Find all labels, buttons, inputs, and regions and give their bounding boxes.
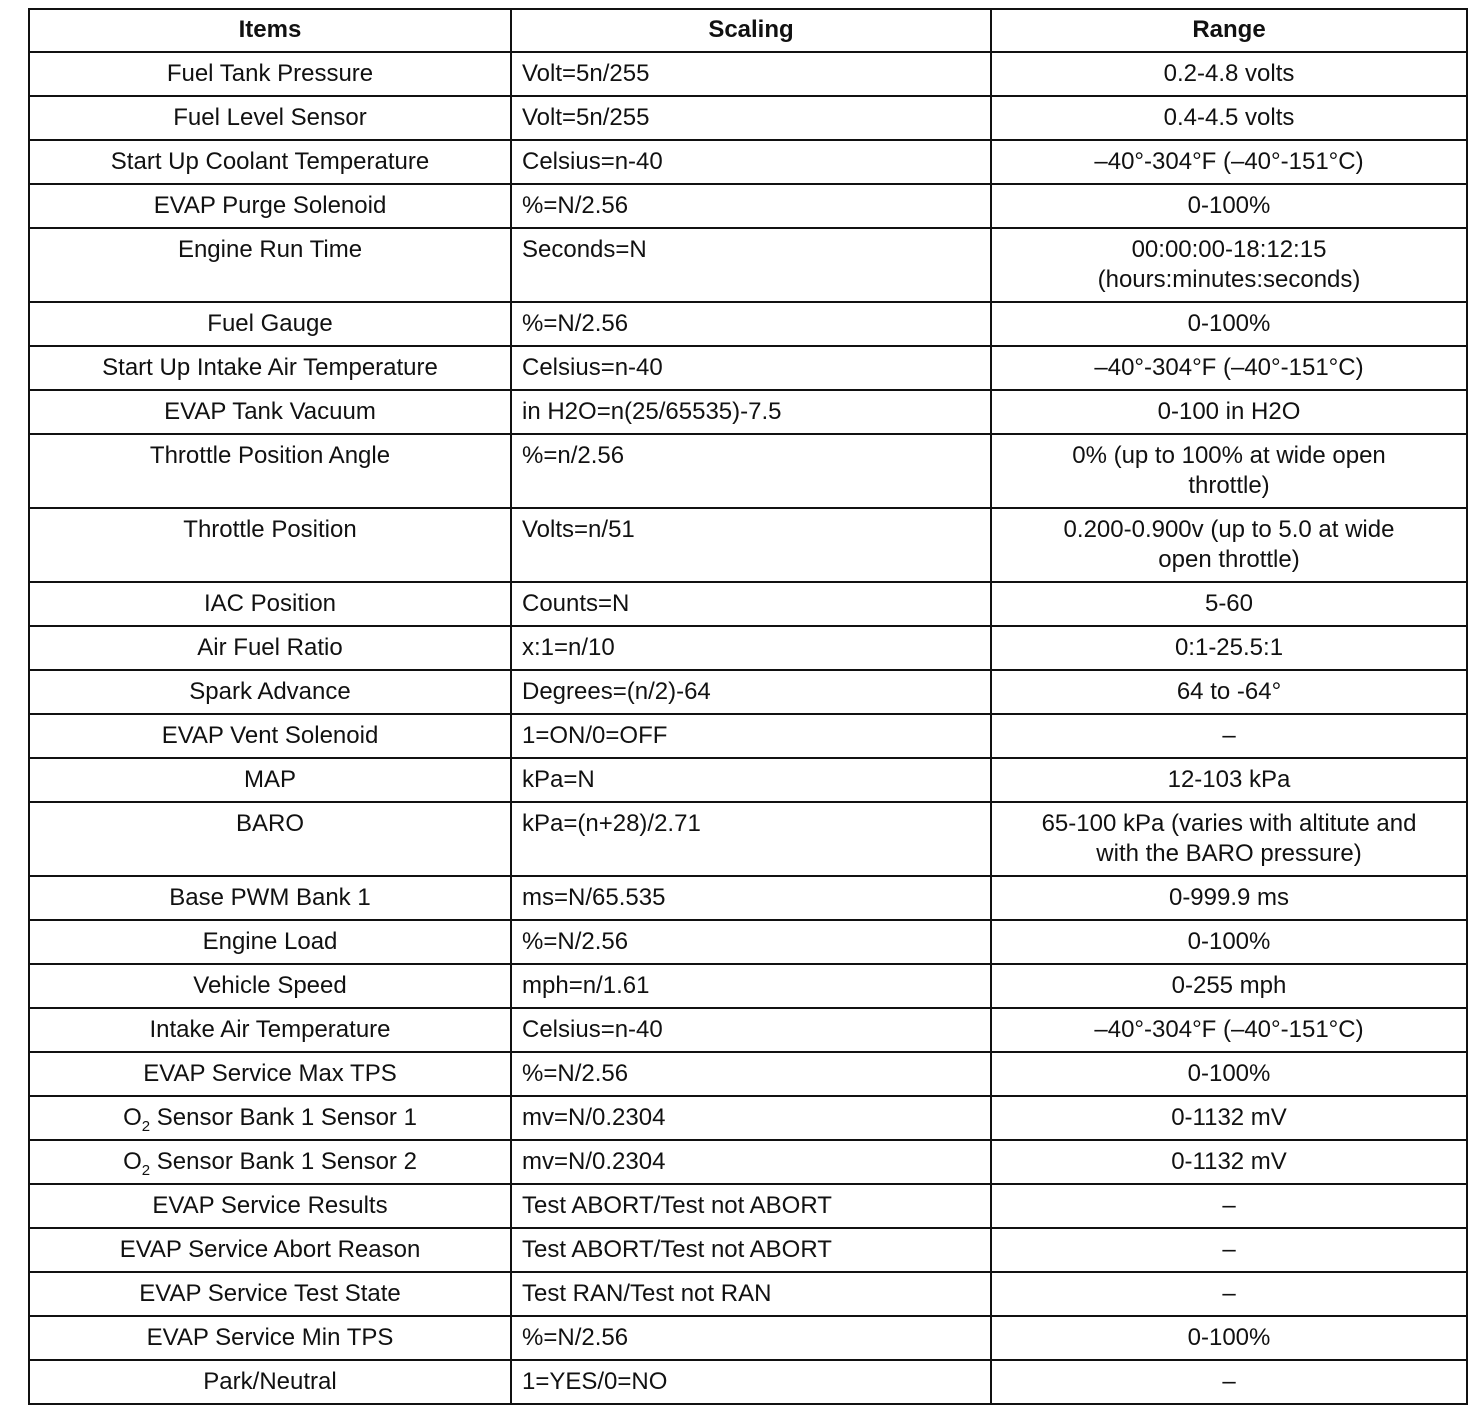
range-line: –: [1222, 1368, 1236, 1395]
item-label: Fuel Gauge: [207, 310, 333, 337]
item-cell: [29, 434, 511, 508]
item-cell: [29, 390, 511, 434]
table-row: [29, 1184, 1467, 1228]
item-label-rest: Sensor Bank 1 Sensor 2: [150, 1148, 417, 1175]
range-line: 0% (up to 100% at wide open: [1072, 442, 1386, 469]
range-cell: [991, 626, 1467, 670]
range-line: (hours:minutes:seconds): [1097, 266, 1361, 293]
item-label: Engine Run Time: [177, 236, 363, 263]
range-line: 0.4-4.5 volts: [1163, 104, 1295, 131]
range-cell: [991, 670, 1467, 714]
range-line: –: [1222, 722, 1236, 749]
range-line: 0-1132 mV: [1171, 1148, 1287, 1175]
item-cell: [29, 758, 511, 802]
item-label: Start Up Coolant Temperature: [110, 148, 430, 175]
item-label: O: [123, 1104, 142, 1131]
item-label: IAC Position: [203, 590, 337, 617]
range-cell: [991, 508, 1467, 582]
item-label: EVAP Tank Vacuum: [164, 398, 376, 425]
scaling-cell: Seconds=N: [511, 228, 991, 302]
scaling-cell: Test ABORT/Test not ABORT: [511, 1228, 991, 1272]
table-row: [29, 670, 1467, 714]
scaling-cell: Volts=n/51: [511, 508, 991, 582]
range-cell: [991, 1272, 1467, 1316]
table-row: [29, 758, 1467, 802]
scaling-cell: Degrees=(n/2)-64: [511, 670, 991, 714]
item-label: EVAP Service Abort Reason: [119, 1236, 421, 1263]
item-label: Engine Load: [202, 928, 338, 955]
table-row: [29, 1008, 1467, 1052]
table-row: [29, 1052, 1467, 1096]
range-cell: [991, 390, 1467, 434]
scaling-cell: %=n/2.56: [511, 434, 991, 508]
item-label: Air Fuel Ratio: [197, 634, 343, 661]
range-line: 0:1-25.5:1: [1174, 634, 1284, 661]
range-cell: [991, 802, 1467, 876]
scaling-cell: Celsius=n-40: [511, 140, 991, 184]
scaling-cell: Celsius=n-40: [511, 1008, 991, 1052]
table-row: [29, 228, 1467, 302]
range-cell: [991, 184, 1467, 228]
table-row: [29, 302, 1467, 346]
range-cell: [991, 714, 1467, 758]
range-line: 5-60: [1204, 590, 1254, 617]
table-row: [29, 52, 1467, 96]
table-body: [29, 52, 1467, 1404]
item-cell: [29, 52, 511, 96]
scaling-cell: kPa=(n+28)/2.71: [511, 802, 991, 876]
item-cell: [29, 1096, 511, 1140]
range-cell: [991, 1360, 1467, 1404]
range-line: 0.2-4.8 volts: [1163, 60, 1295, 87]
range-cell: [991, 52, 1467, 96]
range-line: open throttle): [1158, 546, 1300, 573]
item-label: BARO: [235, 810, 304, 837]
range-cell: [991, 920, 1467, 964]
item-label: Intake Air Temperature: [149, 1016, 391, 1043]
range-cell: [991, 582, 1467, 626]
range-cell: [991, 302, 1467, 346]
table-row: [29, 508, 1467, 582]
table-row: [29, 1096, 1467, 1140]
range-line: 0-100%: [1187, 1324, 1271, 1351]
table-row: [29, 1228, 1467, 1272]
item-cell: [29, 876, 511, 920]
item-label: Throttle Position: [183, 516, 357, 543]
range-line: –: [1222, 1192, 1236, 1219]
table-row: [29, 964, 1467, 1008]
range-cell: [991, 758, 1467, 802]
table-row: [29, 1360, 1467, 1404]
item-cell: [29, 1316, 511, 1360]
item-label: Base PWM Bank 1: [169, 884, 371, 911]
table-row: [29, 714, 1467, 758]
scaling-range-table: [28, 8, 1468, 1405]
table-row: [29, 434, 1467, 508]
item-cell: [29, 714, 511, 758]
table-row: [29, 582, 1467, 626]
table-row: [29, 346, 1467, 390]
item-cell: [29, 184, 511, 228]
range-line: –40°-304°F (–40°-151°C): [1094, 148, 1364, 175]
table-row: [29, 920, 1467, 964]
range-line: 0-100%: [1187, 310, 1271, 337]
range-cell: [991, 1316, 1467, 1360]
range-cell: [991, 1096, 1467, 1140]
scaling-cell: Celsius=n-40: [511, 346, 991, 390]
item-label: EVAP Service Results: [152, 1192, 388, 1219]
range-cell: [991, 346, 1467, 390]
range-line: 0-999.9 ms: [1168, 884, 1290, 911]
range-cell: [991, 1052, 1467, 1096]
item-cell: [29, 508, 511, 582]
item-subscript: 2: [141, 1161, 151, 1179]
item-cell: [29, 1052, 511, 1096]
scaling-cell: in H2O=n(25/65535)-7.5: [511, 390, 991, 434]
item-label: EVAP Vent Solenoid: [161, 722, 379, 749]
scaling-cell: %=N/2.56: [511, 184, 991, 228]
item-cell: [29, 1184, 511, 1228]
scaling-cell: 1=ON/0=OFF: [511, 714, 991, 758]
range-line: 0-100%: [1187, 192, 1271, 219]
item-cell: [29, 670, 511, 714]
table-row: [29, 802, 1467, 876]
range-cell: [991, 1008, 1467, 1052]
header-range: Range: [991, 9, 1467, 52]
range-line: –40°-304°F (–40°-151°C): [1094, 354, 1364, 381]
table-row: [29, 96, 1467, 140]
range-cell: [991, 876, 1467, 920]
item-subscript: 2: [141, 1117, 151, 1135]
item-label: MAP: [243, 766, 296, 793]
range-line: 12-103 kPa: [1167, 766, 1291, 793]
item-cell: [29, 228, 511, 302]
item-label: EVAP Service Min TPS: [146, 1324, 394, 1351]
item-label: Throttle Position Angle: [149, 442, 391, 469]
scaling-cell: %=N/2.56: [511, 1052, 991, 1096]
range-cell: [991, 1184, 1467, 1228]
range-cell: [991, 964, 1467, 1008]
item-cell: [29, 346, 511, 390]
scaling-cell: Counts=N: [511, 582, 991, 626]
item-cell: [29, 1228, 511, 1272]
scaling-cell: mv=N/0.2304: [511, 1096, 991, 1140]
table-row: [29, 390, 1467, 434]
item-cell: [29, 802, 511, 876]
range-line: 0-100 in H2O: [1157, 398, 1301, 425]
item-label: Fuel Level Sensor: [173, 104, 367, 131]
range-line: 65-100 kPa (varies with altitute and: [1041, 810, 1417, 837]
item-label: Fuel Tank Pressure: [166, 60, 374, 87]
scaling-cell: %=N/2.56: [511, 920, 991, 964]
range-line: –: [1222, 1280, 1236, 1307]
item-cell: [29, 1360, 511, 1404]
range-cell: [991, 1228, 1467, 1272]
table-row: [29, 184, 1467, 228]
scaling-cell: 1=YES/0=NO: [511, 1360, 991, 1404]
item-cell: [29, 302, 511, 346]
item-label: Park/Neutral: [203, 1368, 337, 1395]
range-line: 64 to -64°: [1176, 678, 1282, 705]
item-label: Start Up Intake Air Temperature: [102, 354, 438, 381]
scaling-cell: mv=N/0.2304: [511, 1140, 991, 1184]
item-cell: [29, 582, 511, 626]
header-items: Items: [29, 9, 511, 52]
scaling-cell: Volt=5n/255: [511, 52, 991, 96]
item-label: O: [123, 1148, 142, 1175]
scaling-cell: %=N/2.56: [511, 1316, 991, 1360]
scaling-cell: kPa=N: [511, 758, 991, 802]
header-scaling: Scaling: [511, 9, 991, 52]
header-row: [29, 9, 1467, 52]
range-cell: [991, 140, 1467, 184]
table-row: [29, 140, 1467, 184]
range-line: 00:00:00-18:12:15: [1131, 236, 1327, 263]
scaling-cell: Test RAN/Test not RAN: [511, 1272, 991, 1316]
item-cell: [29, 964, 511, 1008]
range-cell: [991, 96, 1467, 140]
range-line: 0-255 mph: [1171, 972, 1287, 999]
item-label: EVAP Service Test State: [139, 1280, 401, 1307]
range-line: with the BARO pressure): [1096, 840, 1362, 867]
scaling-cell: ms=N/65.535: [511, 876, 991, 920]
item-label: Vehicle Speed: [193, 972, 347, 999]
table-row: [29, 626, 1467, 670]
item-cell: [29, 1272, 511, 1316]
table-row: [29, 1316, 1467, 1360]
range-line: 0-1132 mV: [1171, 1104, 1287, 1131]
item-label: Spark Advance: [189, 678, 351, 705]
range-line: 0.200-0.900v (up to 5.0 at wide: [1063, 516, 1395, 543]
range-cell: [991, 228, 1467, 302]
range-line: throttle): [1188, 472, 1270, 499]
table-row: [29, 1140, 1467, 1184]
range-line: –: [1222, 1236, 1236, 1263]
table-row: [29, 876, 1467, 920]
item-cell: [29, 140, 511, 184]
item-label: EVAP Purge Solenoid: [153, 192, 387, 219]
scaling-cell: %=N/2.56: [511, 302, 991, 346]
item-cell: [29, 920, 511, 964]
range-cell: [991, 434, 1467, 508]
item-label-rest: Sensor Bank 1 Sensor 1: [150, 1104, 417, 1131]
item-cell: [29, 96, 511, 140]
table-row: [29, 1272, 1467, 1316]
item-cell: [29, 626, 511, 670]
range-line: –40°-304°F (–40°-151°C): [1094, 1016, 1364, 1043]
item-cell: [29, 1140, 511, 1184]
range-line: 0-100%: [1187, 928, 1271, 955]
scaling-cell: x:1=n/10: [511, 626, 991, 670]
item-label: EVAP Service Max TPS: [143, 1060, 397, 1087]
scaling-cell: mph=n/1.61: [511, 964, 991, 1008]
range-line: 0-100%: [1187, 1060, 1271, 1087]
item-cell: [29, 1008, 511, 1052]
range-cell: [991, 1140, 1467, 1184]
scaling-cell: Volt=5n/255: [511, 96, 991, 140]
scaling-cell: Test ABORT/Test not ABORT: [511, 1184, 991, 1228]
